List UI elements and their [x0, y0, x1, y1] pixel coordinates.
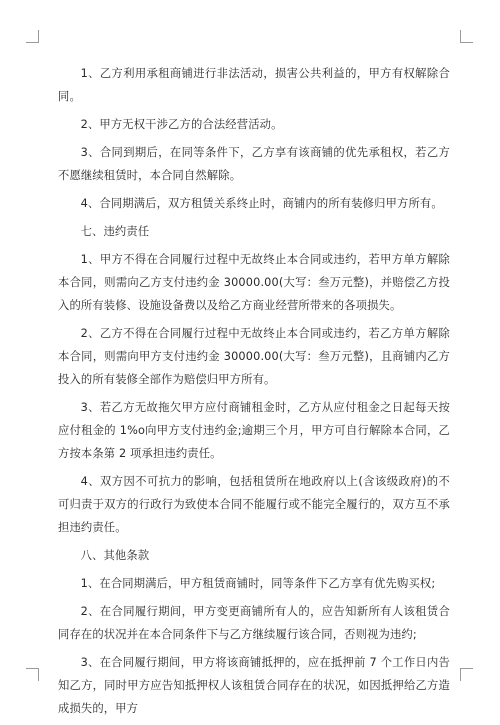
clause-8-item-1: 1、在合同期满后，甲方租赁商铺时，同等条件下乙方享有优先购买权;: [80, 577, 436, 590]
clause-7-item-1: 1、甲方不得在合同履行过程中无故终止本合同或违约，若甲方单方解除本合同，则需向乙方支付违约金 30000.00(大写：叁万元整)，并赔偿乙方投入的所有装修、设施设备费以及给乙方商业经营所带来的各项损失。: [58, 253, 450, 312]
crop-mark-top-left: [26, 30, 39, 43]
clause-7-item-2: 2、乙方不得在合同履行过程中无故终止本合同或违约，若乙方单方解除本合同，则需向甲方支付违约金 30000.00(大写：叁万元整)，且商铺内乙方投入的所有装修全部作为赔偿归甲方所有。: [58, 327, 450, 386]
clause-6-item-2: 2、甲方无权干涉乙方的合法经营活动。: [80, 118, 283, 131]
clause-6-item-1: 1、乙方利用承租商铺进行非法活动，损害公共利益的，甲方有权解除合同。: [58, 67, 450, 103]
crop-mark-bottom-right: [460, 668, 473, 681]
document-body: [58, 62, 450, 725]
clause-7-item-3: 3、若乙方无故拖欠甲方应付商铺租金时，乙方从应付租金之日起每天按应付租金的 1%o向甲方支付违约金;逾期三个月，甲方可自行解除本合同，乙方按本条第 2 项承担违约责任。: [58, 401, 450, 460]
clause-8-item-3: 3、在合同履行期间，甲方将该商铺抵押的，应在抵押前 7 个工作日内告知乙方，同时甲方应告知抵押权人该租赁合同存在的状况，如因抵押给乙方造成损失的，甲方: [58, 656, 450, 715]
section-heading-other-terms: 八、其他条款: [80, 549, 150, 562]
section-heading-breach-liability: 七、违约责任: [80, 225, 150, 238]
crop-mark-bottom-left: [26, 668, 39, 681]
crop-mark-top-right: [460, 30, 473, 43]
clause-6-item-3: 3、合同到期后，在同等条件下，乙方享有该商铺的优先承租权，若乙方不愿继续租赁时，本合同自然解除。: [58, 146, 450, 182]
clause-6-item-4: 4、合同期满后，双方租赁关系终止时，商铺内的所有装修归甲方所有。: [80, 197, 443, 210]
clause-8-item-2: 2、在合同履行期间，甲方变更商铺所有人的，应告知新所有人该租赁合同存在的状况并在本合同条件下与乙方继续履行该合同，否则视为违约;: [58, 605, 450, 641]
clause-7-item-4: 4、双方因不可抗力的影响，包括租赁所在地政府以上(含该级政府)的不可归责于双方的行政行为致使本合同不能履行或不能完全履行的，双方互不承担违约责任。: [58, 475, 450, 534]
